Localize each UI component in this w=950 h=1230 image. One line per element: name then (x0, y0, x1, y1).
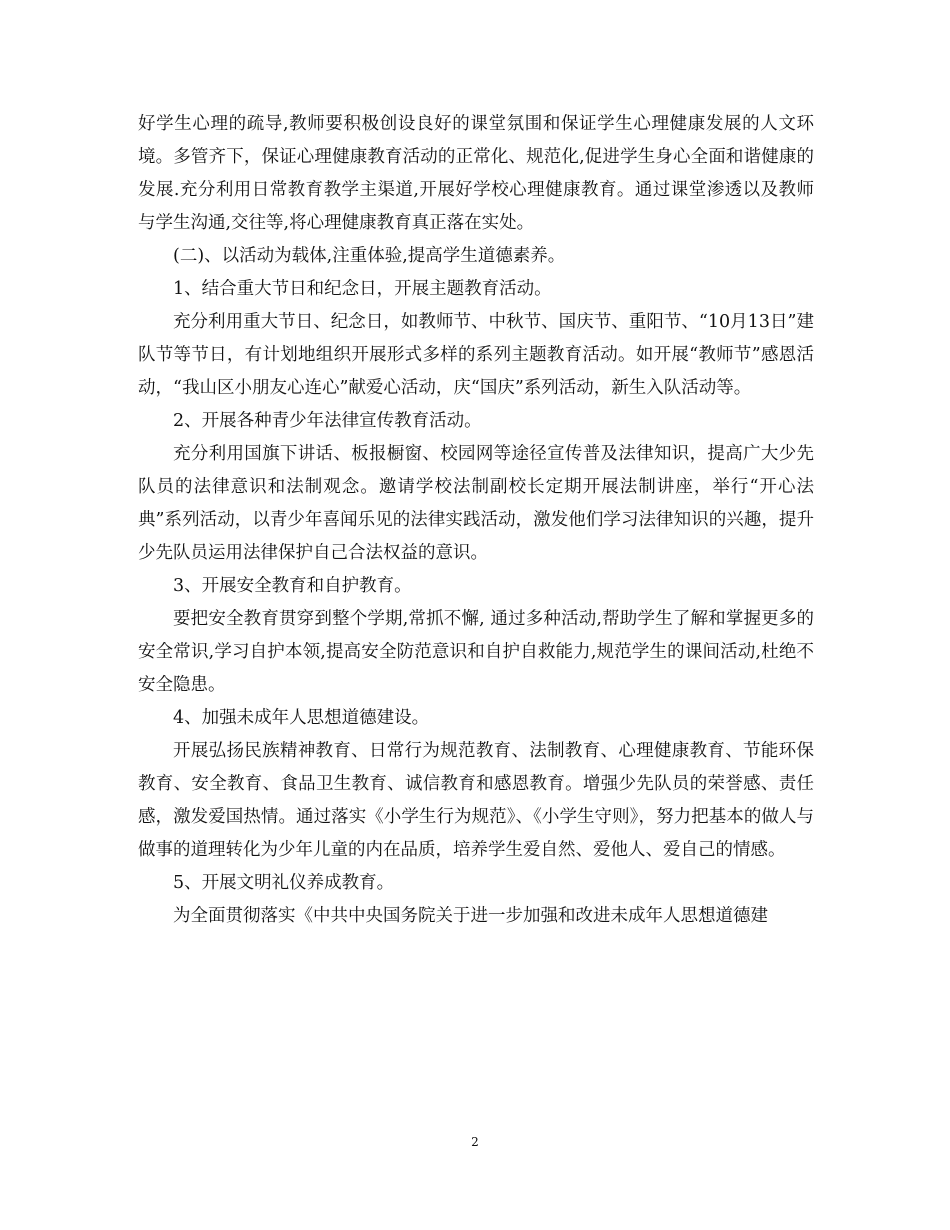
item-heading-4: 4、加强未成年人思想道德建设。 (173, 708, 430, 728)
item-heading-3: 3、开展安全教育和自护教育。 (173, 576, 412, 596)
item-heading-2: 2、开展各种青少年法律宣传教育活动。 (173, 411, 482, 431)
paragraph-moral-education: 开展弘扬民族精神教育、日常行为规范教育、法制教育、心理健康教育、节能环保教育、安全教育、食品卫生教育、诚信教育和感恩教育。增强少先队员的荣誉感、责任感，激发爱国热情。通过落实《小学生行为规范》、《小学生守则》，努力把基本的做人与做事的道理转化为少年儿童的内在品质，培养学生爱自然、爱他人、爱自己的情感。 (138, 741, 814, 860)
section-heading-2: (二)、以活动为载体,注重体验,提高学生道德素养。 (173, 246, 566, 266)
paragraph-1: 好学生心理的疏导,教师要积极创设良好的课堂氛围和保证学生心理健康发展的人文环境。多管齐下，保证心理健康教育活动的正常化、规范化,促进学生身心全面和谐健康的发展.充分利用日常教育教学主渠道,开展好学校心理健康教育。通过课堂渗透以及教师与学生沟通,交往等,将心理健康教育真正落在实处。 (138, 114, 814, 233)
paragraph-etiquette-education: 为全面贯彻落实《中共中央国务院关于进一步加强和改进未成年人思想道德建 (173, 906, 768, 926)
page-number: 2 (471, 1135, 479, 1149)
document-body (138, 108, 814, 933)
item-heading-5: 5、开展文明礼仪养成教育。 (173, 873, 395, 893)
item-heading-1: 1、结合重大节日和纪念日，开展主题教育活动。 (173, 279, 552, 299)
paragraph-festival-activities: 充分利用重大节日、纪念日，如教师节、中秋节、国庆节、重阳节、“10月13日”建队节等节日，有计划地组织开展形式多样的系列主题教育活动。如开展“教师节”感恩活动，“我山区小朋友心连心”献爱心活动，庆“国庆”系列活动，新生入队活动等。 (138, 312, 814, 398)
paragraph-safety-education: 要把安全教育贯穿到整个学期,常抓不懈, 通过多种活动,帮助学生了解和掌握更多的安全常识,学习自护本领,提高安全防范意识和自护自救能力,规范学生的课间活动,杜绝不安全隐患。 (138, 609, 814, 695)
paragraph-legal-education: 充分利用国旗下讲话、板报橱窗、校园网等途径宣传普及法律知识，提高广大少先队员的法律意识和法制观念。邀请学校法制副校长定期开展法制讲座，举行“开心法典”系列活动，以青少年喜闻乐见的法律实践活动，激发他们学习法律知识的兴趣，提升少先队员运用法律保护自己合法权益的意识。 (138, 444, 814, 563)
